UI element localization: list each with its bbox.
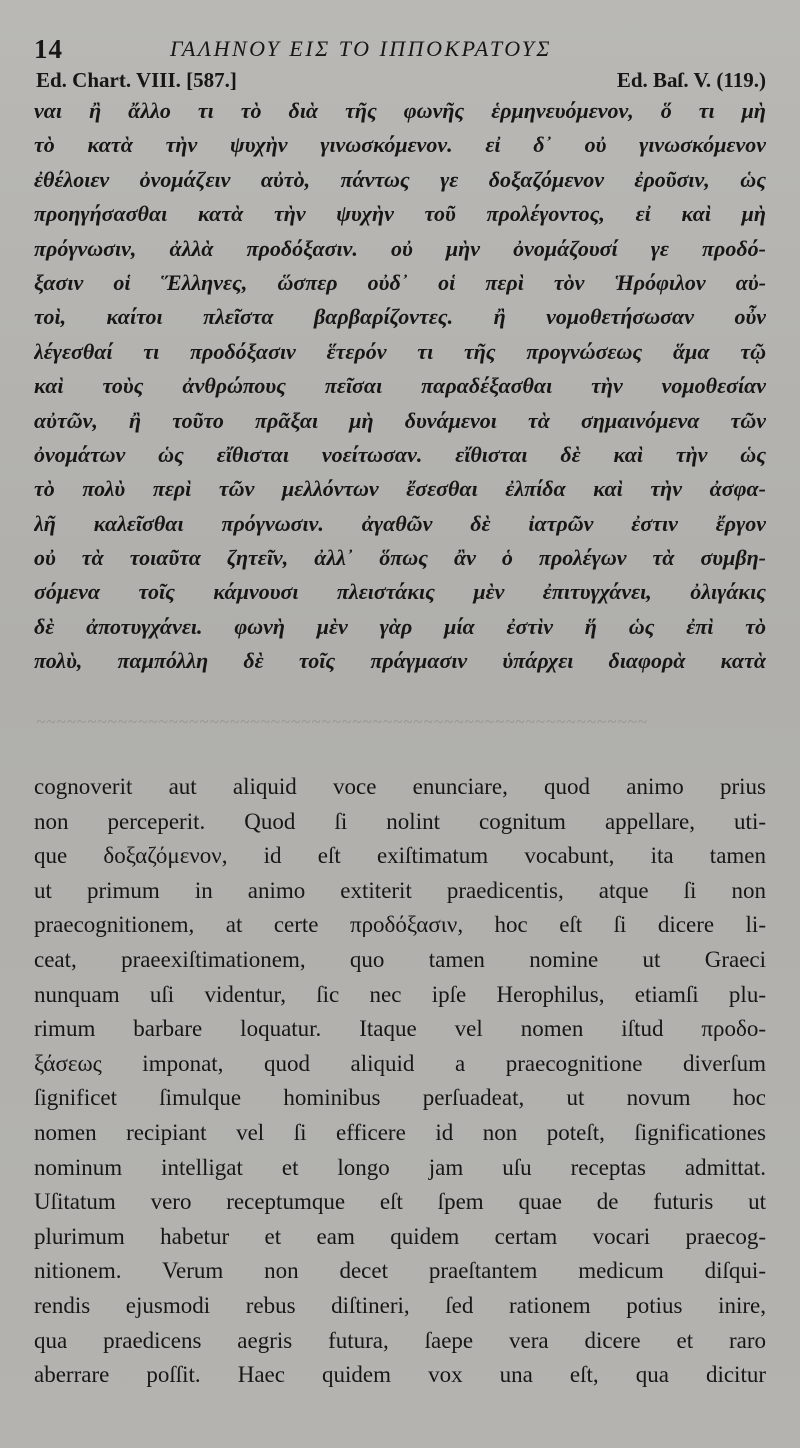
greek-line: τὸ κατὰ τὴν ψυχὴν γινωσκόμενον. εἰ δ᾽ οὐ γινωσκόμενον xyxy=(34,132,766,158)
greek-text-block xyxy=(34,94,766,679)
greek-line: ἐθέλοιεν ὀνομάζειν αὐτὸ, πάντως γε δοξαζόμενον ἐροῦσιν, ὡς xyxy=(34,166,766,192)
greek-line: ναι ἢ ἄλλο τι τὸ διὰ τῆς φωνῆς ἑρμηνευόμενον, ὅ τι μὴ xyxy=(34,98,766,123)
greek-line: τὸ πολὺ περὶ τῶν μελλόντων ἔσεσθαι ἐλπίδα καὶ τὴν ἀσφα- xyxy=(34,476,766,502)
page-number: 14 xyxy=(34,34,63,64)
latin-line: Uſitatum vero receptumque eſt ſpem quae de futuris ut xyxy=(34,1189,766,1215)
latin-line: nunquam uſi videntur, ſic nec ipſe Herophilus, etiamſi plu- xyxy=(34,981,766,1007)
edition-chartier: Ed. Chart. VIII. [587.] xyxy=(36,68,237,92)
latin-line: non perceperit. Quod ſi nolint cognitum appellare, uti- xyxy=(34,808,766,834)
latin-line: rendis ejusmodi rebus diſtineri, ſed rationem potius inire, xyxy=(34,1292,766,1318)
latin-line: nitionem. Verum non decet praeſtantem medicum diſqui- xyxy=(34,1258,766,1284)
greek-line: καὶ τοὺς ἀνθρώπους πεῖσαι παραδέξασθαι τὴν νομοθεσίαν xyxy=(34,373,766,399)
latin-line: nomen recipiant vel ſi efficere id non poteſt, ſignificationes xyxy=(34,1119,766,1145)
greek-line: πρόγνωσιν, ἀλλὰ προδόξασιν. οὐ μὴν ὀνομάζουσί γε προδό- xyxy=(34,235,766,261)
latin-line: praecognitionem, at certe προδόξασιν, hoc eſt ſi dicere li- xyxy=(34,912,766,938)
latin-line: ceat, praeexiſtimationem, quo tamen nomine ut Graeci xyxy=(34,946,766,972)
latin-line: rimum barbare loquatur. Itaque vel nomen iſtud προδο- xyxy=(34,1016,766,1042)
greek-line: τοὶ, καίτοι πλεῖστα βαρβαρίζοντες. ἢ νομοθετήσωσαν οὖν xyxy=(34,304,766,330)
latin-line: plurimum habetur et eam quidem certam vocari praecog- xyxy=(34,1223,766,1249)
latin-line: que δοξαζόμενον, id eſt exiſtimatum vocabunt, ita tamen xyxy=(34,843,766,869)
greek-line: δὲ ἀποτυγχάνει. φωνὴ μὲν γὰρ μία ἐστὶν ἥ ὡς ἐπὶ τὸ xyxy=(34,613,766,639)
latin-line: qua praedicens aegris futura, ſaepe vera dicere et raro xyxy=(34,1327,766,1353)
latin-line: ξάσεως imponat, quod aliquid a praecognitione diverſum xyxy=(34,1050,766,1076)
latin-line: aberrare poſſit. Haec quidem vox una eſt, qua dicitur xyxy=(34,1362,766,1388)
running-head: ΓΑΛΗΝΟΥ ΕΙΣ ΤΟ ΙΠΠΟΚΡΑΤΟΥΣ xyxy=(170,36,553,61)
edition-basel: Ed. Baſ. V. (119.) xyxy=(616,68,766,92)
greek-line: οὐ τὰ τοιαῦτα ζητεῖν, ἀλλ᾽ ὅπως ἂν ὁ προλέγων τὰ συμβη- xyxy=(34,545,766,571)
greek-line: πολὺ, παμπόλλη δὲ τοῖς πράγμασιν ὑπάρχει διαφορὰ κατὰ xyxy=(34,648,766,674)
greek-line: σόμενα τοῖς κάμνουσι πλειστάκις μὲν ἐπιτυγχάνει, ὀλιγάκις xyxy=(34,579,766,605)
latin-line: ſignificet ſimulque hominibus perſuadeat, ut novum hoc xyxy=(34,1085,766,1111)
latin-line: nominum intelligat et longo jam uſu receptas admittat. xyxy=(34,1154,766,1180)
greek-line: αὐτῶν, ἢ τοῦτο πρᾶξαι μὴ δυνάμενοι τὰ σημαινόμενα τῶν xyxy=(34,407,766,433)
greek-line: ὀνομάτων ὡς εἴθισται νοείτωσαν. εἴθισται δὲ καὶ τὴν ὡς xyxy=(34,441,766,467)
latin-line: ut primum in animo extiterit praedicentis, atque ſi non xyxy=(34,877,766,903)
greek-line: λῆ καλεῖσθαι πρόγνωσιν. ἀγαθῶν δὲ ἰατρῶν ἐστιν ἔργον xyxy=(34,510,766,536)
greek-line: ξασιν οἱ Ἕλληνες, ὥσπερ οὐδ᾽ οἱ περὶ τὸν Ἡρόφιλον αὐ- xyxy=(34,269,766,295)
page-header xyxy=(0,30,800,70)
edition-reference-line xyxy=(36,68,766,96)
latin-line: cognoverit aut aliquid voce enunciare, quod animo prius xyxy=(34,774,766,799)
greek-line: λέγεσθαί τι προδόξασιν ἕτερόν τι τῆς προγνώσεως ἅμα τῷ xyxy=(34,338,766,364)
bleed-through-text: ~~~~~~~~~~~~~~~~~~~~~~~~~~~~~~~~~~~~~~~~~~~~~~~~~~~~~~~~~~~~ xyxy=(36,712,648,728)
greek-line: προηγήσασθαι κατὰ τὴν ψυχὴν τοῦ προλέγοντος, εἰ καὶ μὴ xyxy=(34,201,766,227)
latin-text-block xyxy=(34,770,766,1393)
